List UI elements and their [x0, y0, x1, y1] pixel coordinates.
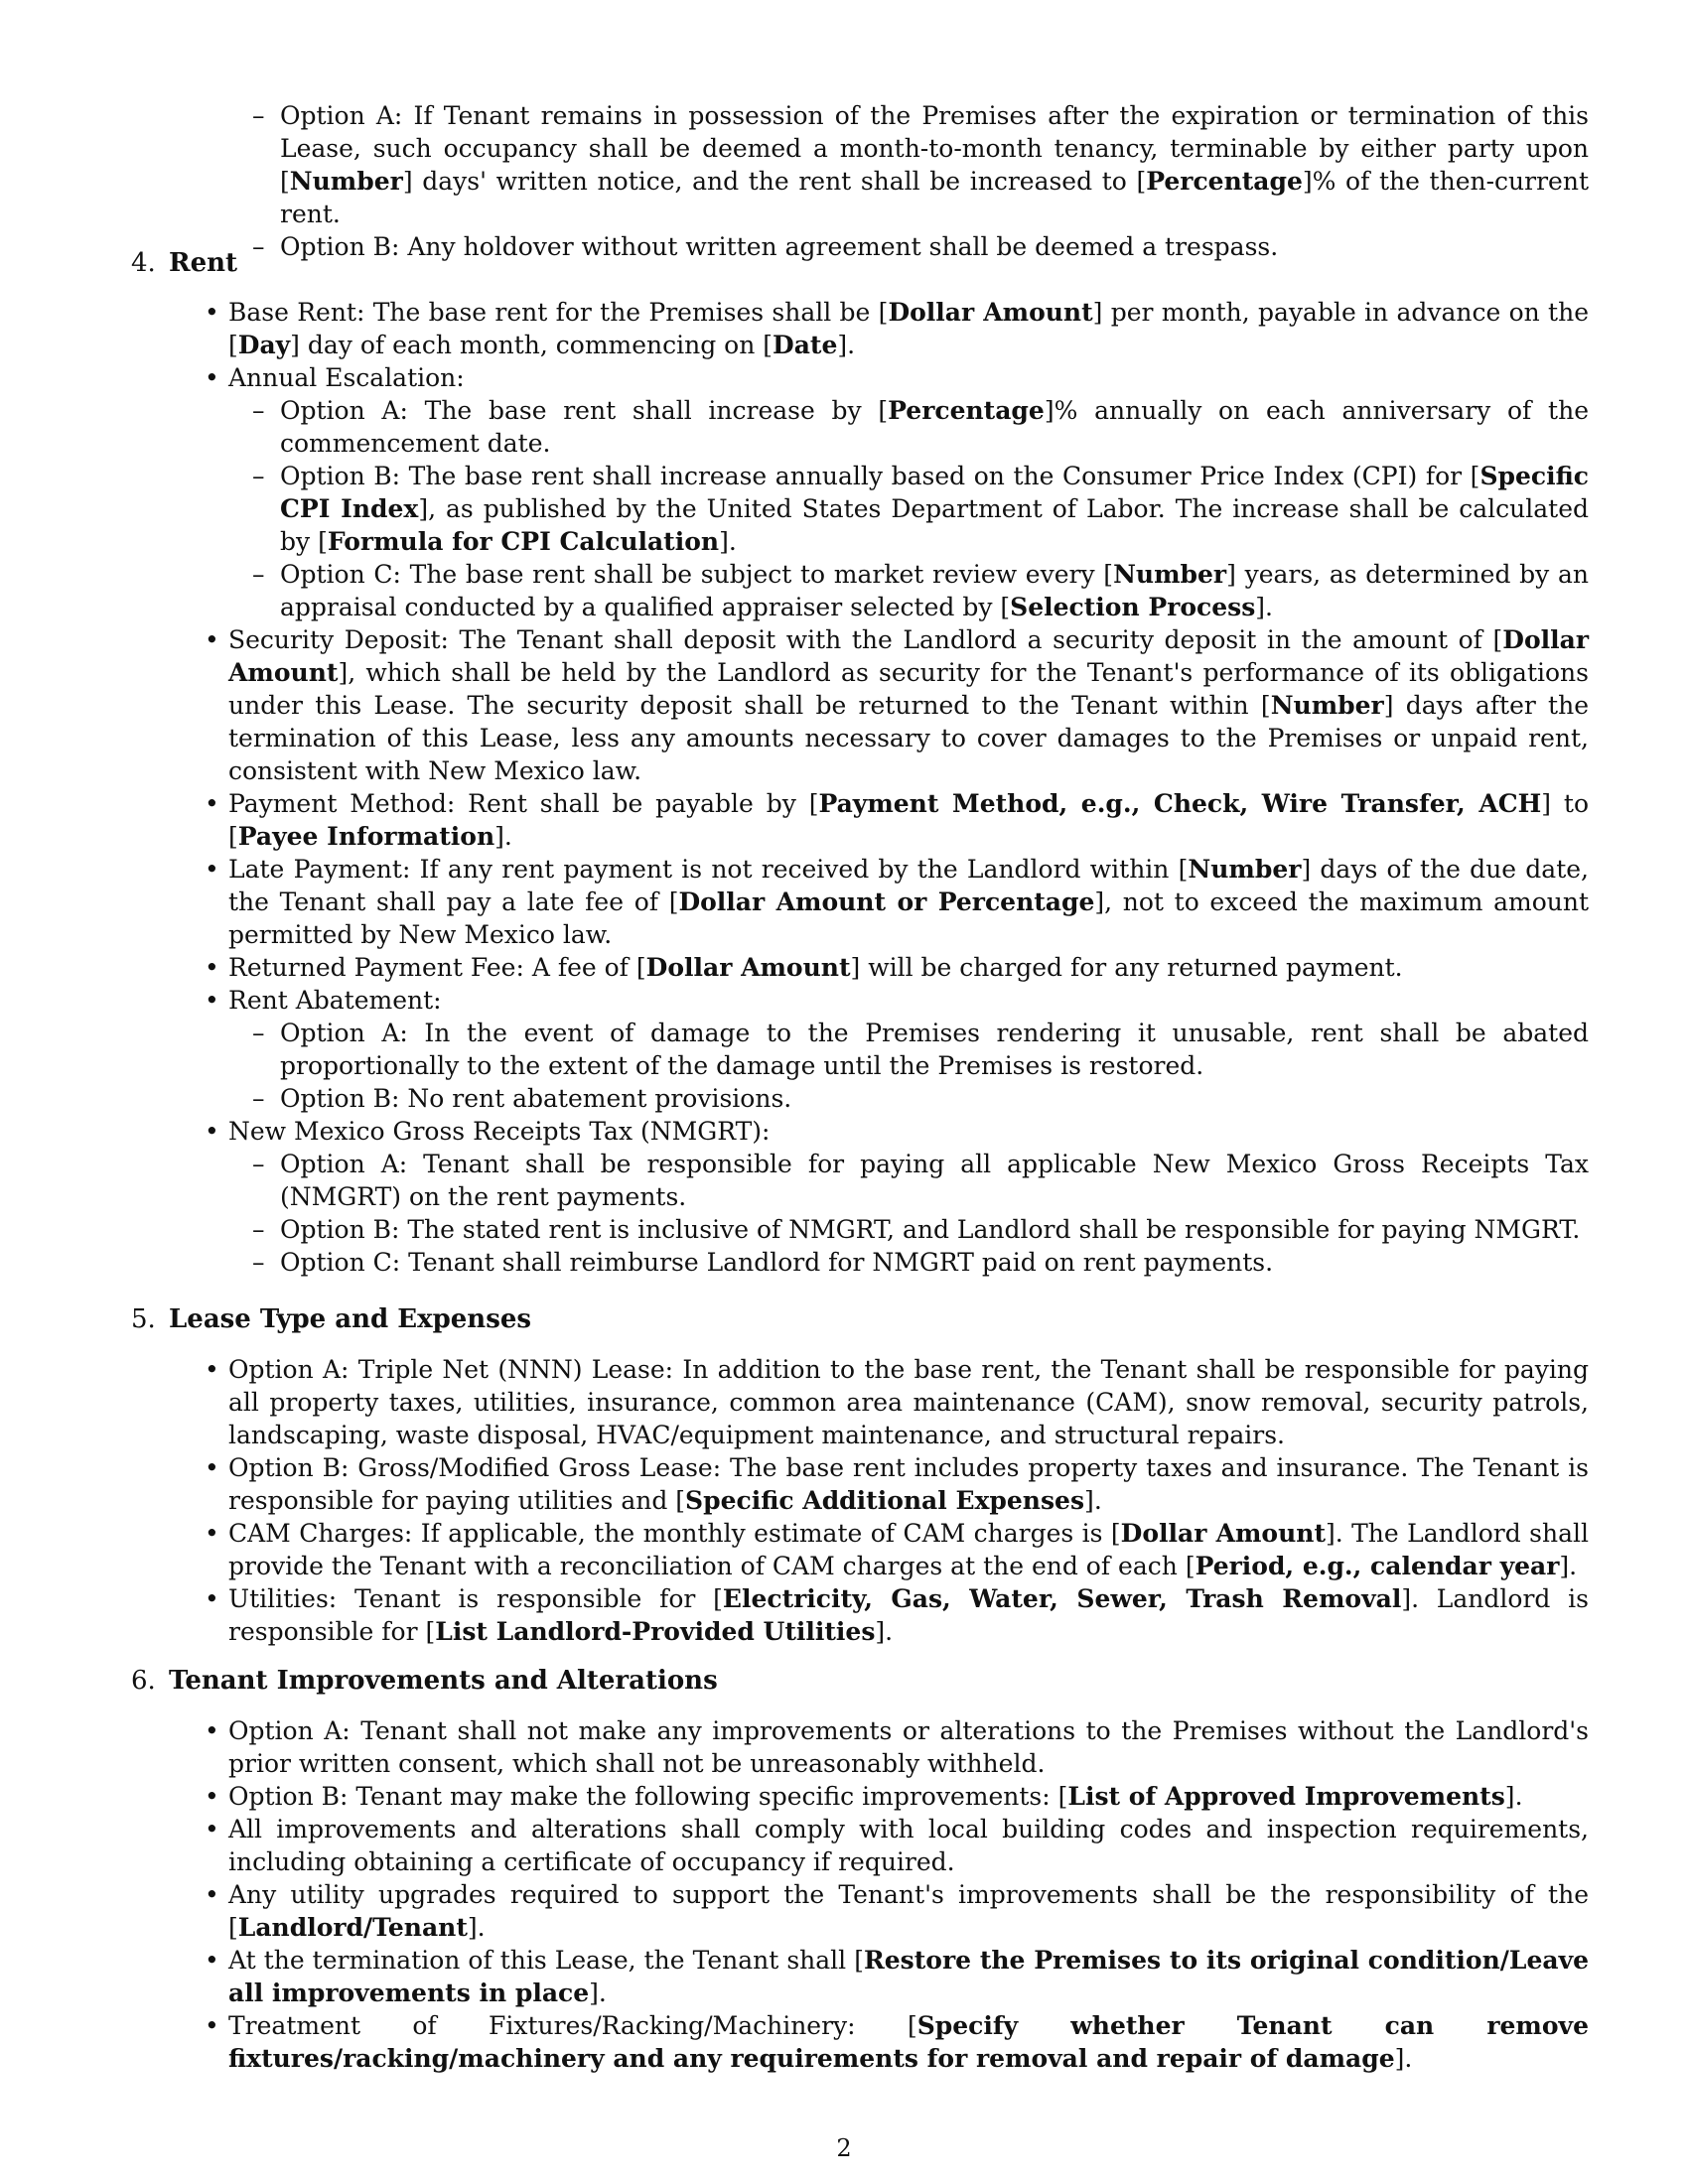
nmgrt-options-list — [228, 1148, 1589, 1279]
abatement-options-list — [228, 1017, 1589, 1115]
section-title: Lease Type and Expenses — [169, 1304, 532, 1334]
improvements-item: • All improvements and alterations shall comply with local building codes and inspection requirements, including obtaining a certificate of occupancy if required. — [228, 1813, 1589, 1878]
security-deposit-item: • Security Deposit: The Tenant shall deposit with the Landlord a security deposit in the amount of [Dollar Amount], which shall be held by the Landlord as security for the Tenant's performance of its obligations under this Lease. The security deposit shall be returned to the Tenant within [Number] days after the termination of this Lease, less any amounts necessary to cover damages to the Premises or unpaid rent, consistent with New Mexico law. — [228, 623, 1589, 787]
improvements-item: • Treatment of Fixtures/Racking/Machinery: [Specify whether Tenant can remove fixtures/racking/machinery and any requirements for removal and repair of damage]. — [228, 2009, 1589, 2075]
improvements-item: • Option B: Tenant may make the following specific improvements: [List of Approved Improvements]. — [228, 1780, 1589, 1813]
nmgrt-item — [228, 1115, 1589, 1279]
improvements-item: • Any utility upgrades required to support the Tenant's improvements shall be the responsibility of the [Landlord/Tenant]. — [228, 1878, 1589, 1944]
section-lease-type-heading — [131, 1302, 532, 1336]
improvements-list — [228, 1714, 1589, 2075]
abatement-label: Rent Abatement: — [228, 986, 442, 1015]
improvements-item: • Option A: Tenant shall not make any improvements or alterations to the Premises without the Landlord's prior written consent, which shall not be unreasonably withheld. — [228, 1714, 1589, 1780]
holdover-option-b: – Option B: Any holdover without written agreement shall be deemed a trespass. — [280, 230, 1589, 263]
lease-type-list — [228, 1353, 1589, 1648]
late-payment-item: • Late Payment: If any rent payment is not received by the Landlord within [Number] days of the due date, the Tenant shall pay a late fee of [Dollar Amount or Percentage], not to exceed the maximum amount permitted by New Mexico law. — [228, 853, 1589, 951]
section-number: 5. — [131, 1304, 156, 1334]
abatement-option-b: – Option B: No rent abatement provisions. — [280, 1082, 1589, 1115]
nmgrt-option-a: – Option A: Tenant shall be responsible for paying all applicable New Mexico Gross Receipts Tax (NMGRT) on the rent payments. — [280, 1148, 1589, 1213]
holdover-options-list — [280, 99, 1589, 263]
rent-abatement-item — [228, 984, 1589, 1115]
escalation-option-a: – Option A: The base rent shall increase by [Percentage]% annually on each anniversary of the commencement date. — [280, 394, 1589, 460]
holdover-option-a: – Option A: If Tenant remains in possession of the Premises after the expiration or termination of this Lease, such occupancy shall be deemed a month-to-month tenancy, terminable by either party upon [Number] days' written notice, and the rent shall be increased to [Percentage]% of the then-current rent. — [280, 99, 1589, 230]
escalation-option-b: – Option B: The base rent shall increase annually based on the Consumer Price Index (CPI) for [Specific CPI Index], as published by the United States Department of Labor. The increase shall be calculated by [Formula for CPI Calculation]. — [280, 460, 1589, 558]
returned-payment-fee-item: • Returned Payment Fee: A fee of [Dollar Amount] will be charged for any returned payment. — [228, 951, 1589, 984]
section-title: Tenant Improvements and Alterations — [169, 1666, 718, 1696]
page-number: 2 — [836, 2134, 852, 2162]
rent-list — [228, 296, 1589, 1279]
section-improvements-heading — [131, 1664, 718, 1698]
nmgrt-option-b: – Option B: The stated rent is inclusive of NMGRT, and Landlord shall be responsible for paying NMGRT. — [280, 1213, 1589, 1246]
section-number: 6. — [131, 1666, 156, 1696]
nmgrt-option-c: – Option C: Tenant shall reimburse Landlord for NMGRT paid on rent payments. — [280, 1246, 1589, 1279]
escalation-options-list — [228, 394, 1589, 623]
nmgrt-label: New Mexico Gross Receipts Tax (NMGRT): — [228, 1117, 771, 1146]
escalation-label: Annual Escalation: — [228, 363, 465, 392]
abatement-option-a: – Option A: In the event of damage to the Premises rendering it unusable, rent shall be abated proportionally to the extent of the damage until the Premises is restored. — [280, 1017, 1589, 1082]
annual-escalation-item — [228, 361, 1589, 623]
section-title: Rent — [169, 248, 238, 278]
lease-type-item: • CAM Charges: If applicable, the monthly estimate of CAM charges is [Dollar Amount]. The Landlord shall provide the Tenant with a reconciliation of CAM charges at the end of each [Period, e.g., calendar year]. — [228, 1517, 1589, 1582]
section-rent-heading — [131, 246, 238, 280]
section-number: 4. — [131, 248, 156, 278]
improvements-item: • At the termination of this Lease, the Tenant shall [Restore the Premises to its original condition/Leave all improvements in place]. — [228, 1944, 1589, 2009]
base-rent-item: • Base Rent: The base rent for the Premises shall be [Dollar Amount] per month, payable in advance on the [Day] day of each month, commencing on [Date]. — [228, 296, 1589, 361]
lease-type-item: • Option B: Gross/Modified Gross Lease: The base rent includes property taxes and insurance. The Tenant is responsible for paying utilities and [Specific Additional Expenses]. — [228, 1451, 1589, 1517]
payment-method-item: • Payment Method: Rent shall be payable by [Payment Method, e.g., Check, Wire Transfer, ACH] to [Payee Information]. — [228, 787, 1589, 853]
lease-type-item: • Utilities: Tenant is responsible for [Electricity, Gas, Water, Sewer, Trash Removal]. Landlord is responsible for [List Landlord-Provided Utilities]. — [228, 1582, 1589, 1648]
lease-type-item: • Option A: Triple Net (NNN) Lease: In addition to the base rent, the Tenant shall be responsible for paying all property taxes, utilities, insurance, common area maintenance (CAM), snow removal, security patrols, landscaping, waste disposal, HVAC/equipment maintenance, and structural repairs. — [228, 1353, 1589, 1451]
escalation-option-c: – Option C: The base rent shall be subject to market review every [Number] years, as determined by an appraisal conducted by a qualified appraiser selected by [Selection Process]. — [280, 558, 1589, 623]
